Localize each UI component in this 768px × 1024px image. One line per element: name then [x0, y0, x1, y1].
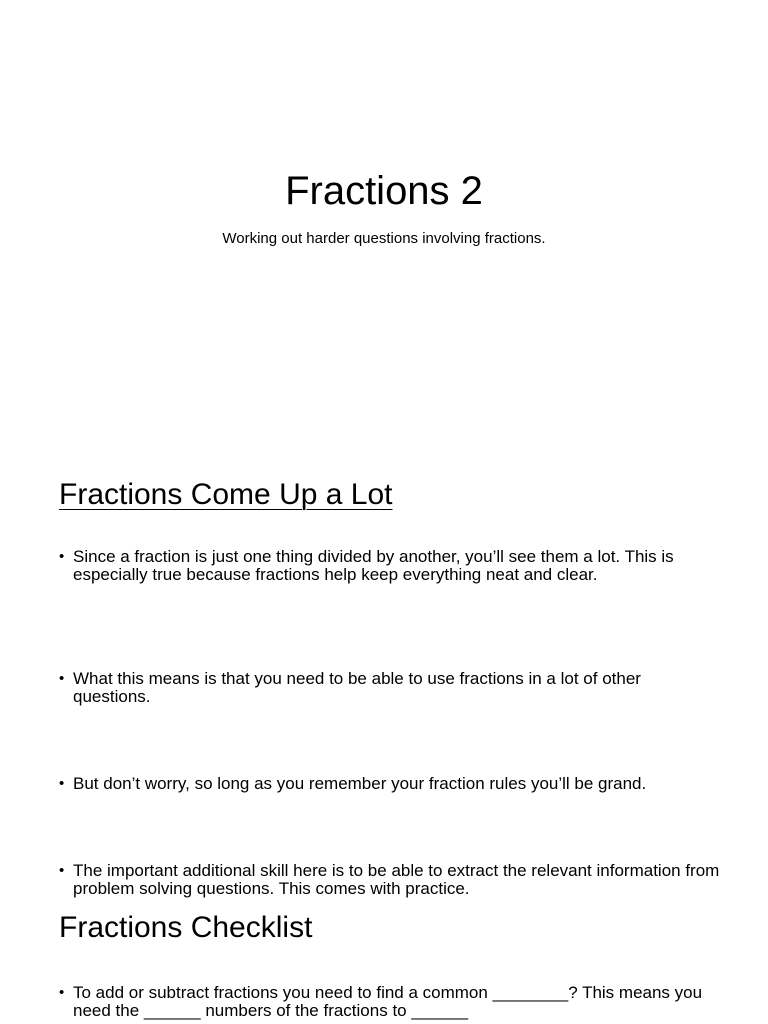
bullet-item: • To add or subtract fractions you need to find a common ________? This means you need the ______ numbers of the fractions to ______ [59, 984, 719, 1020]
section-heading-fractions-checklist: Fractions Checklist [59, 911, 313, 944]
bullet-item: • But don’t worry, so long as you remember your fraction rules you’ll be grand. [59, 775, 723, 793]
bullet-item: • What this means is that you need to be able to use fractions in a lot of other questions. [59, 670, 723, 706]
bullet-list-fractions-come-up [59, 547, 720, 898]
bullet-list-fractions-checklist [59, 984, 719, 1020]
section-heading-fractions-come-up: Fractions Come Up a Lot [59, 478, 393, 511]
bullet-item: • Since a fraction is just one thing divided by another, you’ll see them a lot. This is especially true because fractions help keep everything neat and clear. [59, 548, 723, 584]
bullet-item: • The important additional skill here is to be able to extract the relevant information from problem solving questions. This comes with practice. [59, 862, 723, 898]
slide-title: Fractions 2 [285, 169, 483, 213]
title-slide [0, 0, 768, 432]
slide-subtitle: Working out harder questions involving fractions. [222, 230, 546, 247]
